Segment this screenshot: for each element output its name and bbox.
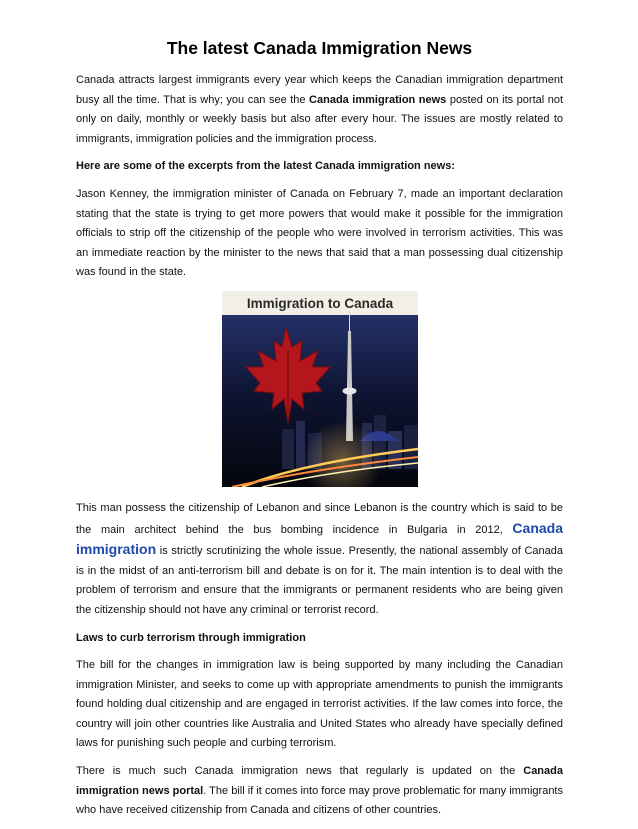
intro-text-end: posted on its portal not only on daily, monthly or weekly basis but also after every hour. The issues are mostly related to immigrants, immigration policies and the immigration process.	[76, 93, 564, 145]
intro-text-start: Canada attracts largest immigrants every year which keeps the Canadian immigration department busy all the time. That is why; you can see the	[76, 74, 563, 106]
immigration-to-canada-image	[222, 291, 418, 487]
intro-bold-phrase: Canada immigration news	[309, 93, 447, 106]
lebanon-text-start: This man possess the citizenship of Lebanon and since Lebanon is the country which is said to be the main architect behind the bus bombing incidence in Bulgaria in 2012,	[76, 501, 563, 536]
figure-container	[76, 291, 563, 487]
intro-paragraph	[76, 71, 563, 149]
kenney-paragraph: Jason Kenney, the immigration minister of Canada on February 7, made an important declaration stating that the state is trying to get more powers that would make it possible for the immigration officials to strip off the citizenship of the people who were involved in terrorism activities. This was an immediate reaction by the minister to the news that said that a man possessing dual citizenship was found in the state.	[76, 187, 563, 279]
bill-paragraph: The bill for the changes in immigration law is being supported by many including the Canadian immigration Minister, and seeks to come up with appropriate amendments to punish the immigrants found holding dual citizenship and are engaged in terrorist activities. If the law comes into force, the country will join other countries like Australia and United States who already have specially defined laws for punishing such people and curbing terrorism.	[76, 659, 563, 750]
portal-bold-phrase: Canada immigration news portal	[76, 765, 563, 797]
portal-text-start: There is much such Canada immigration news that regularly is updated on the	[76, 765, 524, 778]
lebanon-text-end: is strictly scrutinizing the whole issue. Presently, the national assembly of Canada is in the midst of an anti-terrorism bill and debate is on for it. The main intention is to deal with the problem of terrorism and ensure that the immigrants or permanent residents who are being given the citizenship should not have any criminal or terrorist record.	[76, 545, 563, 616]
page-title: The latest Canada Immigration News	[166, 38, 473, 58]
canada-immigration-link[interactable]: Canada immigration	[76, 519, 563, 558]
laws-heading: Laws to curb terrorism through immigration	[76, 631, 306, 644]
excerpts-heading: Here are some of the excerpts from the latest Canada immigration news:	[76, 160, 456, 173]
lebanon-paragraph	[76, 499, 563, 621]
image-caption: Immigration to Canada	[246, 295, 393, 311]
portal-text-end: . The bill if it comes into force may prove problematic for many immigrants who have received citizenship from Canada and citizens of other countries.	[76, 784, 563, 817]
document-page	[76, 36, 563, 829]
portal-paragraph	[76, 762, 563, 821]
